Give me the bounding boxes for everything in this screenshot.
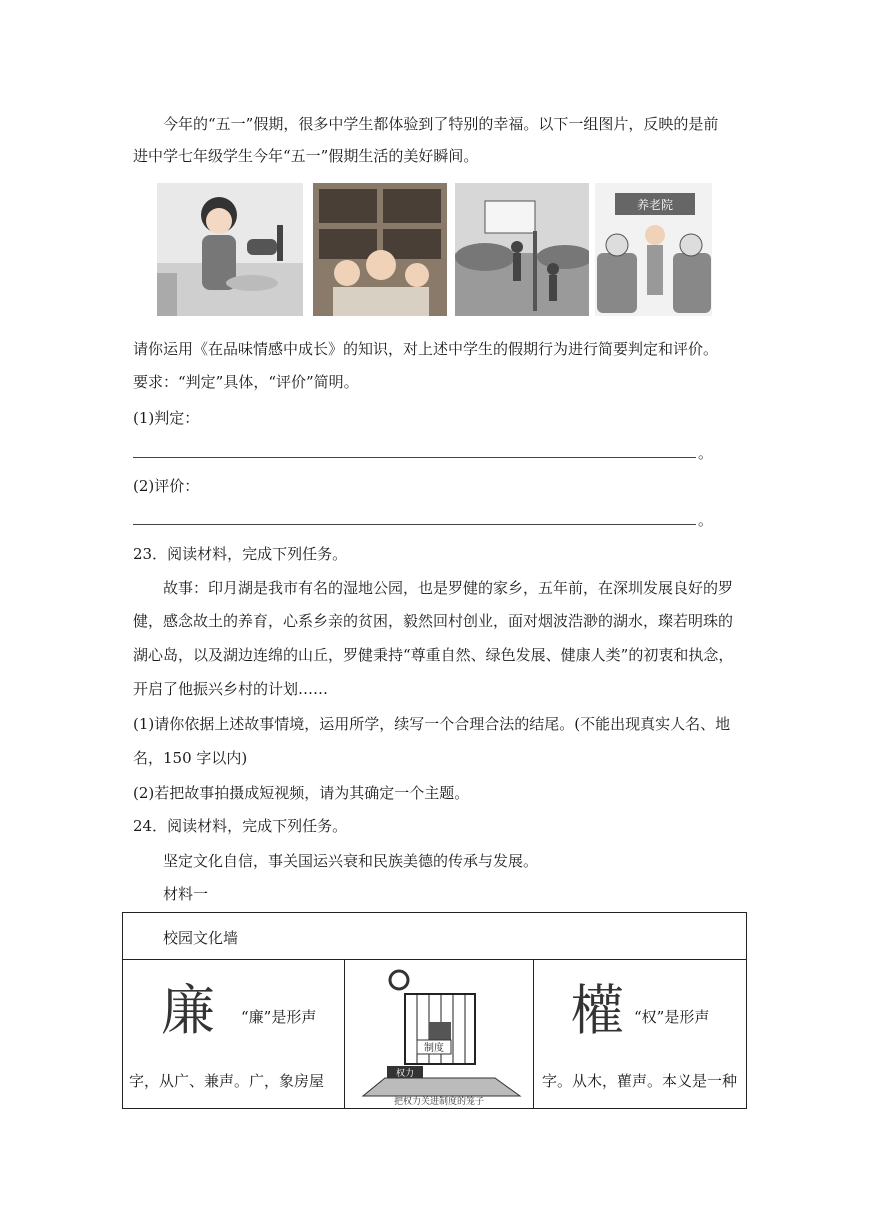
answer-blank-2[interactable] [133,524,696,525]
intro-line-2: 进中学七年级学生今年“五一”假期生活的美好瞬间。 [133,147,479,165]
power-cage-cartoon [345,960,534,1108]
quan-description-2: 字。从木，雚声。本义是一种 [542,1072,738,1090]
q24-material-label: 材料一 [163,885,209,903]
q22-part1-label: (1)判定： [133,409,200,427]
cartoon-caption: 把权力关进制度的笼子 [393,1097,485,1107]
picture-reading [313,183,447,316]
q23-story-line-4: 开启了他振兴乡村的计划…… [133,680,329,698]
answer-blank-2-period: 。 [698,511,714,529]
q22-prompt: 请你运用《在品味情感中成长》的知识，对上述中学生的假期行为进行简要判定和评价。 [133,340,719,358]
nursing-home-sign: 养老院 [636,198,674,212]
q23-story-line-2: 健，感念故土的养育，心系乡亲的贫困，毅然回村创业，面对烟波浩渺的湖水，璨若明珠的 [133,612,734,630]
nursing-home-illustration [595,183,712,316]
lian-description-2: 字，从广、兼声。广，象房屋 [129,1072,325,1090]
table-header: 校园文化墙 [163,929,239,947]
q22-requirement: 要求：“判定”具体，“评价”简明。 [133,373,359,391]
q23-story-line-1: 故事：印月湖是我市有名的湿地公园，也是罗健的家乡，五年前，在深圳发展良好的罗 [163,579,734,597]
answer-blank-1-period: 。 [698,444,714,462]
sun-icon [390,971,408,989]
cage-sign: 制度 [424,1043,444,1054]
q23-story-line-3: 湖心岛，以及湖边连绵的山丘，罗健秉持“尊重自然、绿色发展、健康人类”的初衷和执念， [133,646,734,664]
q24-title: 24．阅读材料，完成下列任务。 [133,817,348,835]
q23-task1-line-b: 名，150 字以内) [133,749,248,767]
q24-intro: 坚定文化自信，事关国运兴衰和民族美德的传承与发展。 [163,852,539,870]
cooking-illustration [157,183,303,316]
track-sign: 权力 [395,1069,415,1079]
q23-task1-line-a: (1)请你依据上述故事情境，运用所学，续写一个合理合法的结尾。(不能出现真实人名、地 [133,715,731,733]
basketball-illustration [455,183,589,316]
picture-nursing-home [595,183,712,316]
lian-seal-character: 廉 [161,979,215,1042]
lian-description-1: “廉”是形声 [241,1008,317,1026]
picture-strip [157,183,712,316]
q23-title: 23．阅读材料，完成下列任务。 [133,545,348,563]
picture-basketball [455,183,589,316]
picture-cooking [157,183,303,316]
culture-wall-table [122,912,747,1109]
answer-blank-1[interactable] [133,457,696,458]
q22-part2-label: (2)评价： [133,477,200,495]
quan-description-1: “权”是形声 [634,1008,710,1026]
table-header-cell [123,913,747,960]
quan-seal-character: 權 [570,979,624,1042]
reading-illustration [313,183,447,316]
lian-cell [123,960,345,1109]
q23-task2: (2)若把故事拍摄成短视频，请为其确定一个主题。 [133,784,470,802]
quan-cell [534,960,747,1109]
intro-line-1: 今年的“五一”假期，很多中学生都体验到了特别的幸福。以下一组图片，反映的是前 [163,115,719,133]
cage-cartoon-cell [345,960,534,1109]
